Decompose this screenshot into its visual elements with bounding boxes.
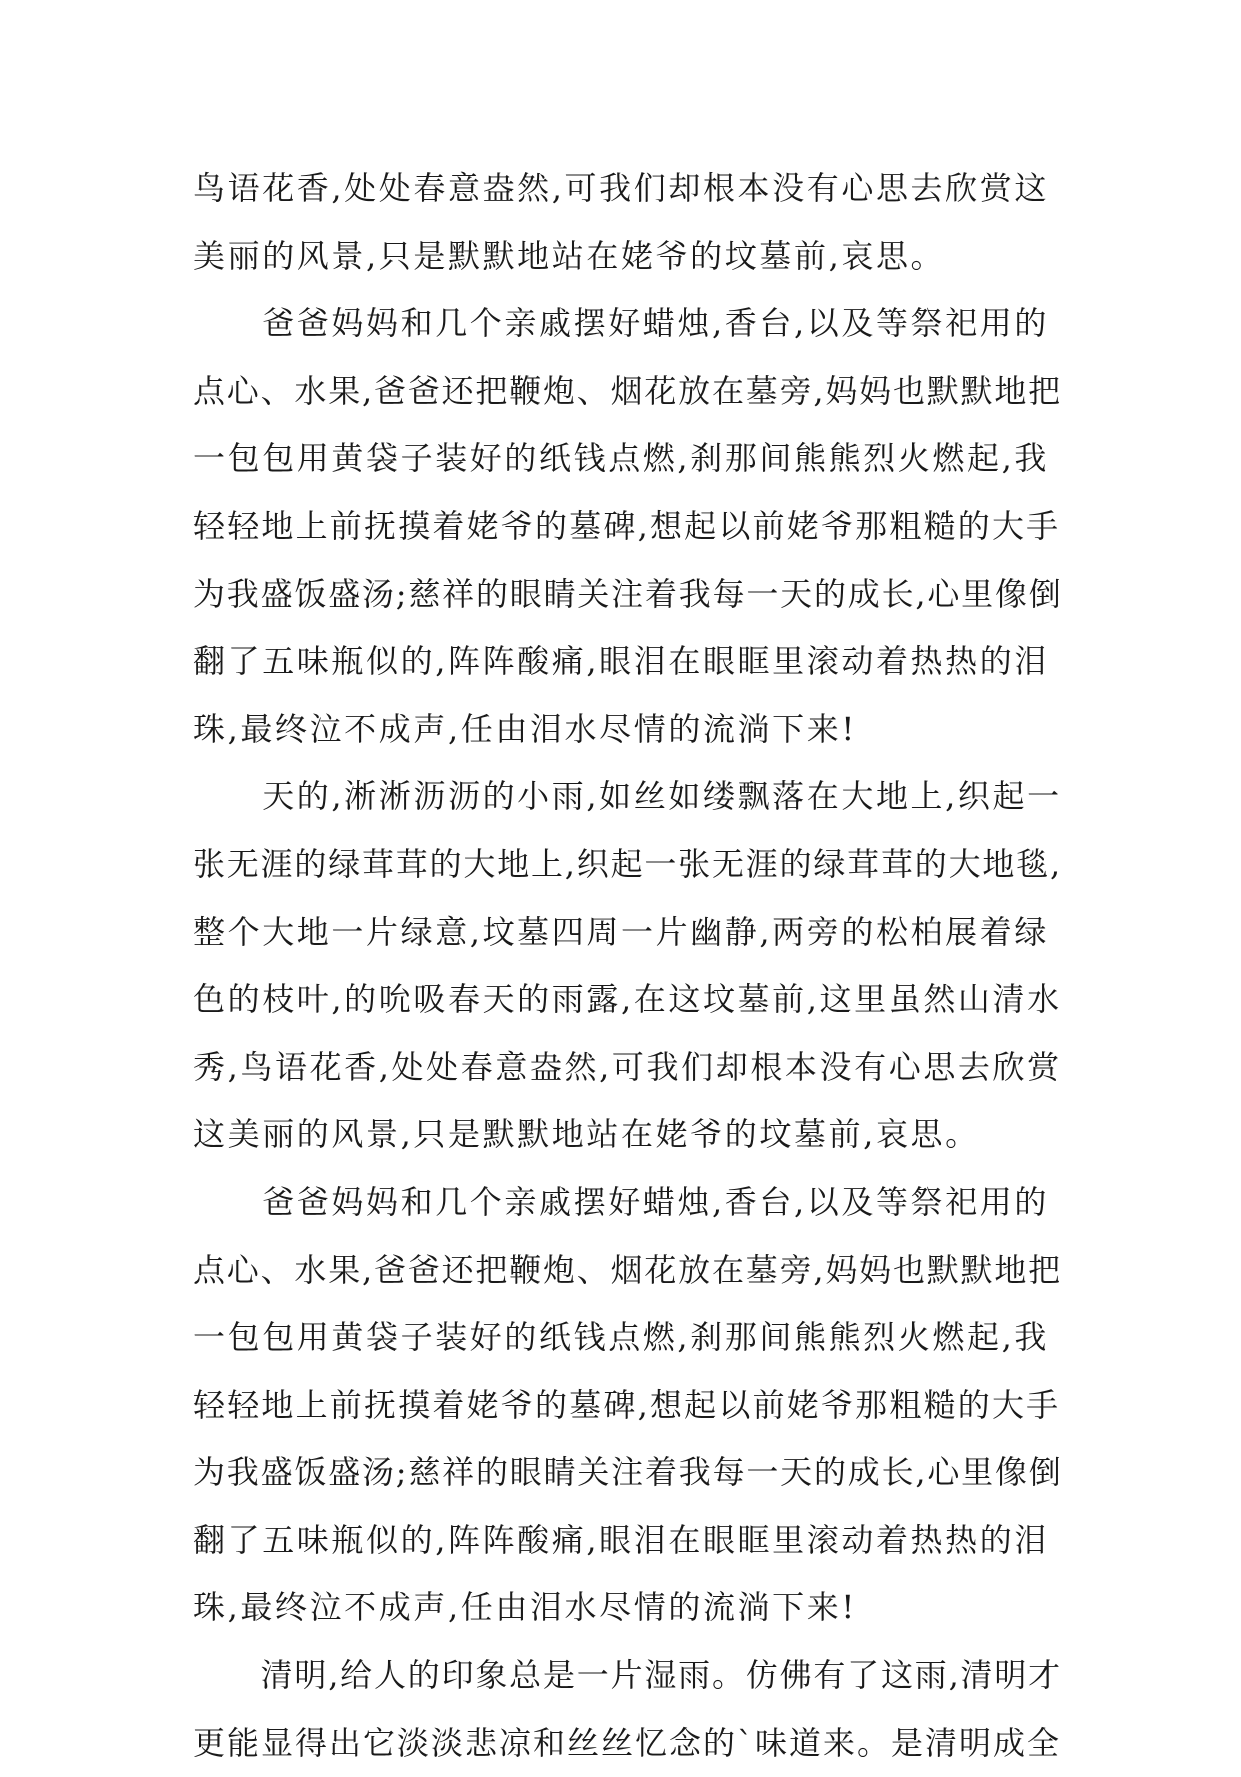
text-line: 张无涯的绿茸茸的大地上,织起一张无涯的绿茸茸的大地毯, xyxy=(193,844,1062,883)
text-line: 轻轻地上前抚摸着姥爷的墓碑,想起以前姥爷那粗糙的大手 xyxy=(193,1385,1061,1424)
text-line: 这美丽的风景,只是默默地站在姥爷的坟墓前,哀思。 xyxy=(193,1115,980,1154)
text-line: 色的枝叶,的吮吸春天的雨露,在这坟墓前,这里虽然山清水 xyxy=(193,980,1062,1019)
text-line: 翻了五味瓶似的,阵阵酸痛,眼泪在眼眶里滚动着热热的泪 xyxy=(193,642,1049,681)
text-line: 点心、水果,爸爸还把鞭炮、烟花放在墓旁,妈妈也默默地把 xyxy=(193,1250,1062,1289)
text-line: 美丽的风景,只是默默地站在姥爷的坟墓前,哀思。 xyxy=(193,236,946,275)
text-line: 鸟语花香,处处春意盎然,可我们却根本没有心思去欣赏这 xyxy=(193,169,1049,207)
text-line: 整个大地一片绿意,坟墓四周一片幽静,两旁的松柏展着绿 xyxy=(193,912,1049,951)
text-line: 为我盛饭盛汤;慈祥的眼睛关注着我每一天的成长,心里像倒 xyxy=(193,1453,1063,1492)
text-line: 秀,鸟语花香,处处春意盎然,可我们却根本没有心思去欣赏 xyxy=(193,1047,1062,1086)
text-line: 翻了五味瓶似的,阵阵酸痛,眼泪在眼眶里滚动着热热的泪 xyxy=(193,1520,1049,1559)
text-line: 天的,淅淅沥沥的小雨,如丝如缕飘落在大地上,织起一 xyxy=(193,777,1062,816)
text-line: 一包包用黄袋子装好的纸钱点燃,刹那间熊熊烈火燃起,我 xyxy=(193,439,1049,478)
body-text xyxy=(193,155,1063,1777)
text-line: 清明,给人的印象总是一片湿雨。仿佛有了这雨,清明才 xyxy=(193,1656,1062,1695)
text-line: 更能显得出它淡淡悲凉和丝丝忆念的`味道来。是清明成全 xyxy=(193,1723,1062,1762)
text-line: 珠,最终泣不成声,任由泪水尽情的流淌下来! xyxy=(193,709,857,748)
text-line: 爸爸妈妈和几个亲戚摆好蜡烛,香台,以及等祭祀用的 xyxy=(193,1182,1049,1221)
text-line: 爸爸妈妈和几个亲戚摆好蜡烛,香台,以及等祭祀用的 xyxy=(193,304,1049,343)
text-line: 点心、水果,爸爸还把鞭炮、烟花放在墓旁,妈妈也默默地把 xyxy=(193,371,1062,410)
text-line: 为我盛饭盛汤;慈祥的眼睛关注着我每一天的成长,心里像倒 xyxy=(193,574,1063,613)
text-line: 轻轻地上前抚摸着姥爷的墓碑,想起以前姥爷那粗糙的大手 xyxy=(193,506,1061,545)
text-line: 珠,最终泣不成声,任由泪水尽情的流淌下来! xyxy=(193,1588,857,1627)
text-line: 一包包用黄袋子装好的纸钱点燃,刹那间熊熊烈火燃起,我 xyxy=(193,1318,1049,1357)
